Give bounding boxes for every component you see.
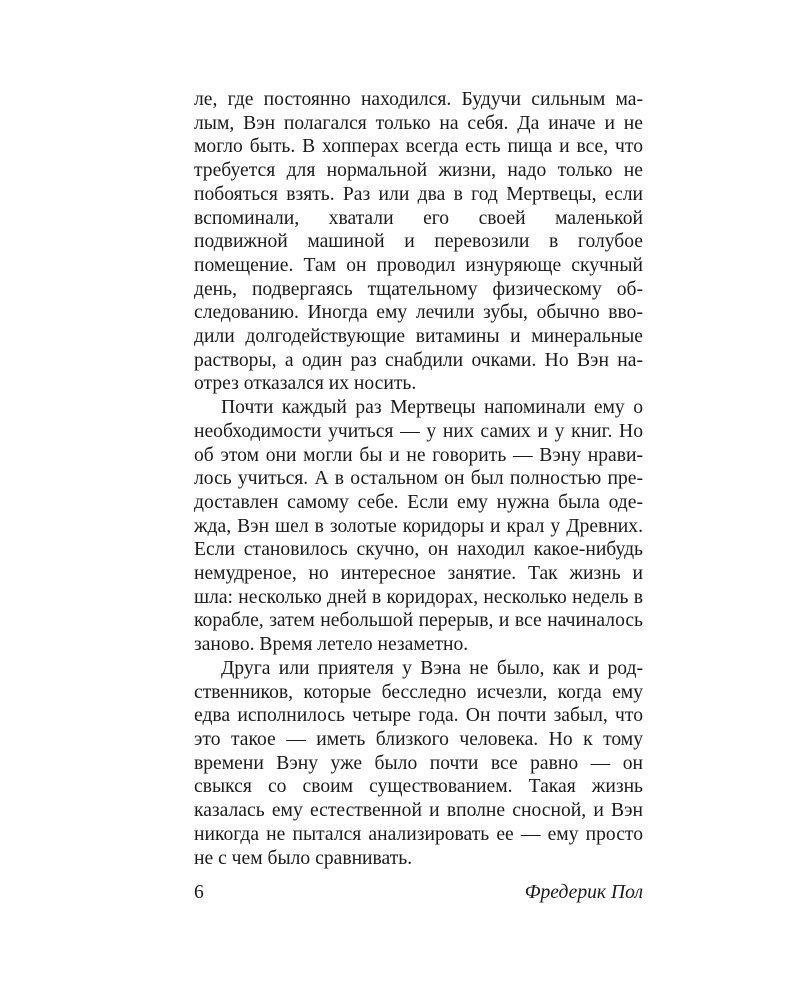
paragraph-1: ле, где постоянно находился. Будучи сильным малым, Вэн полагался только на себя. Да иначе и не могло быть. В хопперах всегда есть пища и все, что требуется для нормальной жизни, надо только не побояться взять. Раз или два в год Мертвецы, если вспоминали, хватали его своей маленькой подвижной машиной и перевозили в голубое помещение. Там он проводил изнуряюще скучный день, подвергаясь тщательному физическому обследованию. Иногда ему лечили зубы, обычно вводили долгодействующие витамины и минеральные растворы, а один раз снабдили очками. Но Вэн наотрез отказался их носить. [194, 89, 643, 395]
paragraph-2: Почти каждый раз Мертвецы напоминали ему о необходимости учиться — у них самих и у книг. Но об этом они могли бы и не говорить — Вэну нравилось учиться. А в остальном он был полностью предоставлен самому себе. Если ему нужна была одежда, Вэн шел в золотые коридоры и крал у Древних. Если становилось скучно, он находил какое-нибудь немудреное, но интересное занятие. Так жизнь и шла: несколько дней в коридорах, несколько недель в корабле, затем небольшой перерыв, и все начиналось заново. Время летело незаметно. [194, 397, 643, 656]
paragraph-3: Друга или приятеля у Вэна не было, как и родственников, которые бесследно исчезли, когда ему едва исполнилось четыре года. Он почти забыл, что это такое — иметь близкого человека. Но к тому времени Вэну уже было почти все равно — он свыкся со своим существованием. Такая жизнь казалась ему естественной и вполне сносной, и Вэн никогда не пытался анализировать ее — ему просто не с чем было сравнивать. [194, 657, 643, 869]
running-title: Фредерик Пол [524, 882, 643, 903]
page-number: 6 [194, 882, 204, 903]
page-body [194, 88, 643, 870]
